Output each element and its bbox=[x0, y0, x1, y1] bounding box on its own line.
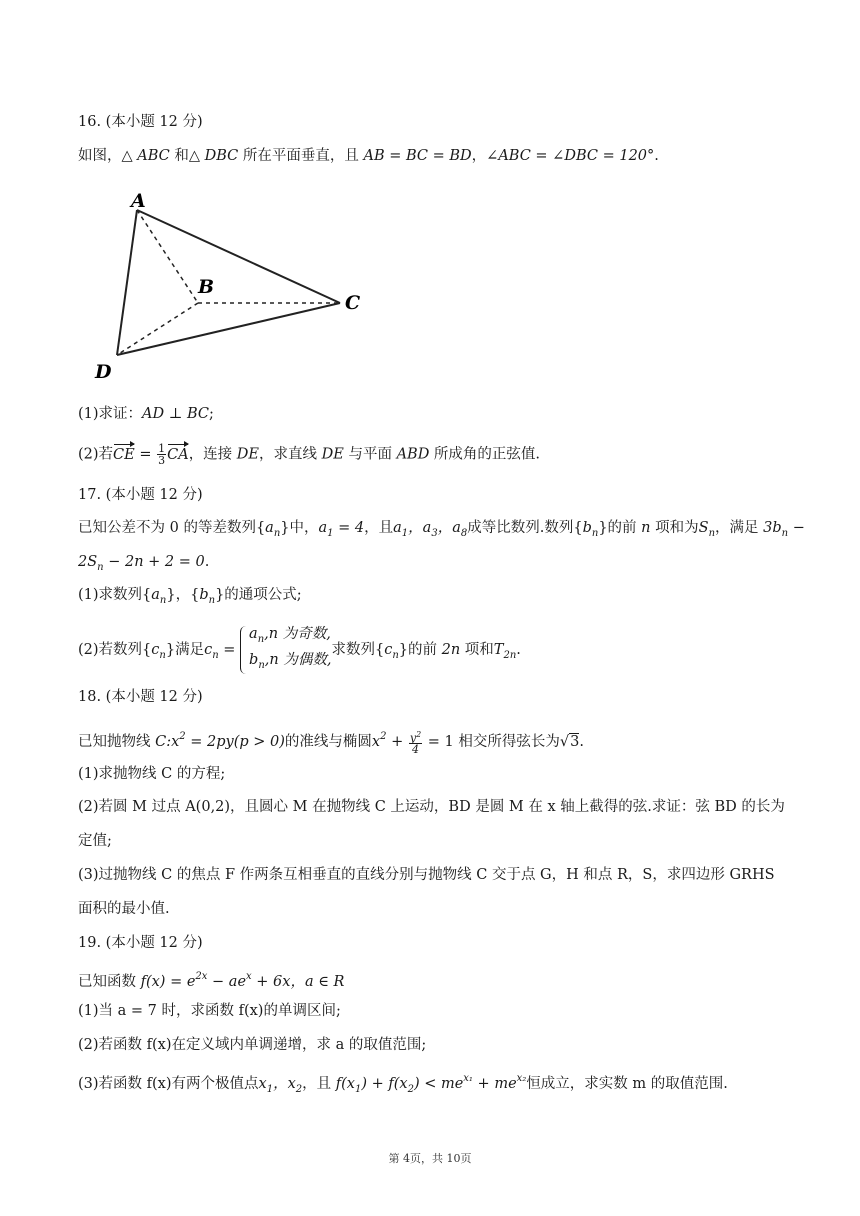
q19-header: 19. (本小题 12 分) bbox=[78, 935, 203, 951]
q18-stem: 已知抛物线 $C:x^2 = 2py(p > 0)$的准线与椭圆$x^2$ + $\frac{y^2}{4}$ = 1 相交所得弦长为√3. bbox=[78, 729, 584, 757]
q19-part2: (2)若函数 f(x)在定义域内单调递增，求 a 的取值范围; bbox=[78, 1037, 427, 1053]
q18-part1: (1)求抛物线 C 的方程; bbox=[78, 766, 226, 782]
q18-part2-line1: (2)若圆 M 过点 A(0,2)，且圆心 M 在抛物线 C 上运动，BD 是圆 M 在 x 轴上截得的弦.求证：弦 BD 的长为 bbox=[78, 799, 785, 815]
tetrahedron-figure bbox=[85, 185, 385, 385]
q19-part1: (1)当 a = 7 时，求函数 f(x)的单调区间; bbox=[78, 1003, 341, 1019]
q17-part2: (2)若数列$\{c_n\}$满足$c_n$ = $a_n,n$ 为奇数, $b_n,n$ 为偶数, 求数列$\{c_n\}$的前 2n 项和$T_{2n}$. bbox=[78, 624, 521, 676]
page-footer: 第 4页，共 10页 bbox=[388, 1152, 472, 1165]
q17-part1: (1)求数列$\{a_n\}$，$\{b_n\}$的通项公式; bbox=[78, 587, 302, 606]
piecewise-definition: $a_n,n$ 为奇数, $b_n,n$ 为偶数, bbox=[240, 624, 331, 676]
q17-stem-line1: 已知公差不为 0 的等差数列$\{a_n\}$中，$a_1 = 4$，且$a_1$，$a_3$，$a_8$成等比数列.数列$\{b_n\}$的前 n 项和为$S_n$，满足 $3b_n$ − bbox=[78, 520, 805, 539]
q17-stem-line2: $2S_n - 2n + 2 = 0$. bbox=[78, 554, 210, 573]
q16-stem: 如图，△ ABC 和△ DBC 所在平面垂直，且 AB = BC = BD，∠ABC = ∠DBC = 120°. bbox=[78, 148, 659, 164]
q18-part3-line1: (3)过抛物线 C 的焦点 F 作两条互相垂直的直线分别与抛物线 C 交于点 G，H 和点 R，S，求四边形 GRHS bbox=[78, 867, 775, 883]
vertex-label-a: A bbox=[131, 190, 146, 212]
q16-part1: (1)求证：AD ⊥ BC; bbox=[78, 406, 214, 422]
q18-header: 18. (本小题 12 分) bbox=[78, 689, 203, 705]
vertex-label-d: D bbox=[95, 361, 112, 383]
q16-part2: (2)若CE = $\frac{1}{3}$ CA，连接 DE，求直线 DE 与平面 ABD 所成角的正弦值. bbox=[78, 442, 541, 467]
vertex-label-b: B bbox=[198, 276, 215, 298]
q19-part3: (3)若函数 f(x)有两个极值点$x_1$，$x_2$，且 $f(x_1) + f(x_2) < me^{x_1} + me^{x_2}$恒成立，求实数 m 的取值范围. bbox=[78, 1073, 728, 1095]
vertex-label-c: C bbox=[345, 292, 361, 314]
q16-header: 16. (本小题 12 分) bbox=[78, 114, 203, 130]
q19-stem: 已知函数 $f(x) = e^{2x} - ae^x + 6x$，a ∈ R bbox=[78, 971, 345, 990]
q17-header: 17. (本小题 12 分) bbox=[78, 487, 203, 503]
q18-part2-line2: 定值; bbox=[78, 833, 112, 849]
q18-part3-line2: 面积的最小值. bbox=[78, 901, 170, 917]
